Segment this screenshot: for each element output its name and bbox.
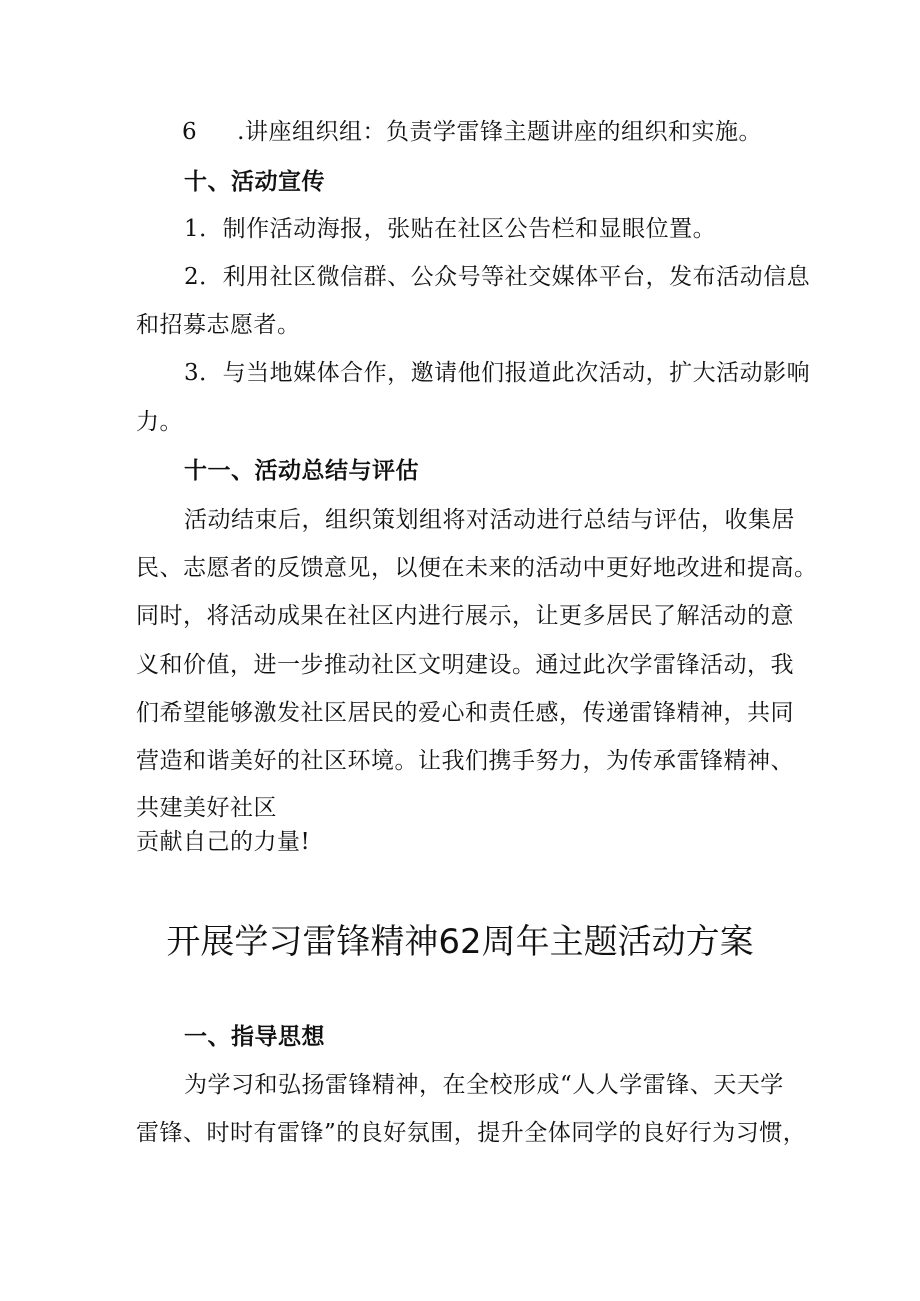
summary-paragraph-line: 们希望能够激发社区居民的爱心和责任感，传递雷锋精神，共同 — [136, 700, 794, 726]
publicity-item-3-line-2: 力。 — [136, 409, 183, 435]
list-item-number: 6 — [182, 119, 198, 145]
section-heading-publicity: 十、活动宣传 — [184, 169, 325, 195]
summary-paragraph-line: 贡献自己的力量! — [136, 829, 311, 855]
summary-paragraph-line: 活动结束后，组织策划组将对活动进行总结与评估，收集居 — [184, 507, 795, 533]
document-title: 开展学习雷锋精神62周年主题活动方案 — [166, 922, 754, 962]
summary-paragraph-line: 民、志愿者的反馈意见，以便在未来的活动中更好地改进和提高。 — [136, 555, 818, 581]
guiding-paragraph-line: 为学习和弘扬雷锋精神，在全校形成“人人学雷锋、天天学 — [184, 1072, 784, 1098]
summary-paragraph-line: 共建美好社区 — [136, 795, 277, 821]
summary-paragraph-line: 同时，将活动成果在社区内进行展示，让更多居民了解活动的意 — [136, 603, 794, 629]
section-heading-summary: 十一、活动总结与评估 — [184, 458, 419, 484]
publicity-item-2-line-1: 2．利用社区微信群、公众号等社交媒体平台，发布活动信息 — [184, 264, 811, 290]
summary-paragraph-line: 营造和谐美好的社区环境。让我们携手努力，为传承雷锋精神、 — [136, 748, 794, 774]
section-heading-guiding-ideology: 一、指导思想 — [184, 1024, 325, 1050]
summary-paragraph-line: 义和价值，进一步推动社区文明建设。通过此次学雷锋活动，我 — [136, 652, 794, 678]
list-item-text: .讲座组织组：负责学雷锋主题讲座的组织和实施。 — [237, 119, 762, 145]
list-item-6 — [182, 117, 762, 147]
publicity-item-3-line-1: 3．与当地媒体合作，邀请他们报道此次活动，扩大活动影响 — [184, 360, 811, 386]
publicity-item-1: 1．制作活动海报，张贴在社区公告栏和显眼位置。 — [184, 216, 717, 242]
publicity-item-2-line-2: 和招募志愿者。 — [136, 312, 301, 338]
guiding-paragraph-line: 雷锋、时时有雷锋”的良好氛围，提升全体同学的良好行为习惯， — [136, 1120, 807, 1146]
